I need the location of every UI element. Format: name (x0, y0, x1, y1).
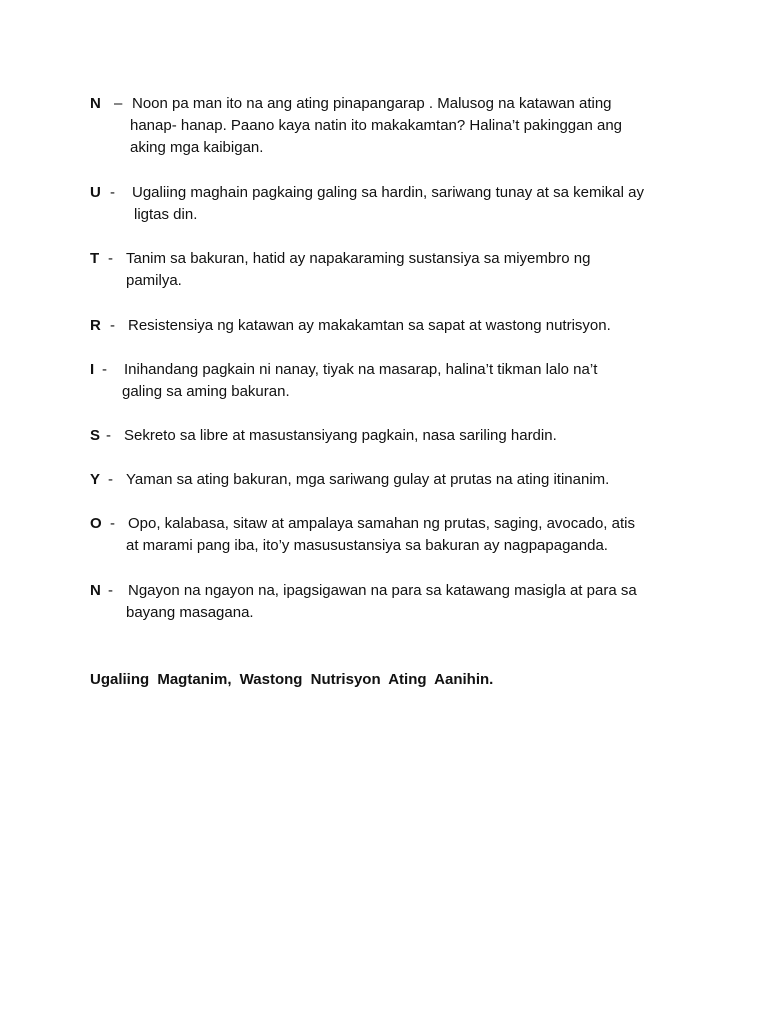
separator: - (108, 250, 113, 267)
acrostic-entry-t (90, 248, 690, 292)
separator: - (110, 184, 115, 201)
entry-line-2 (90, 115, 690, 137)
entry-line-1 (90, 513, 690, 535)
acrostic-entry-o (90, 513, 690, 557)
acrostic-letter: Y (90, 471, 101, 488)
separator: - (110, 317, 115, 334)
entry-line-1 (90, 580, 690, 602)
entry-text: hanap- hanap. Paano kaya natin ito makakamtan? Halina’t pakinggan ang (130, 117, 623, 134)
entry-text: galing sa aming bakuran. (122, 383, 290, 400)
entry-line-2 (90, 602, 690, 624)
acrostic-letter: U (90, 184, 101, 201)
acrostic-letter: I (90, 361, 95, 378)
entry-line-1 (90, 315, 690, 337)
entry-line-2 (90, 535, 690, 557)
acrostic-entry-n2 (90, 580, 690, 624)
entry-text: Inihandang pagkain ni nanay, tiyak na masarap, halina’t tikman lalo na’t (124, 361, 598, 378)
closing-slogan: Ugaliing Magtanim, Wastong Nutrisyon Ating Aanihin. (90, 671, 494, 688)
entry-text: Ugaliing maghain pagkaing galing sa hardin, sariwang tunay at sa kemikal ay (132, 184, 644, 201)
entry-text: bayang masagana. (126, 604, 254, 621)
separator: – (114, 95, 123, 112)
acrostic-entry-n1 (90, 93, 690, 159)
entry-line-2 (90, 270, 690, 292)
acrostic-letter: T (90, 250, 100, 267)
entry-text: aking mga kaibigan. (130, 139, 264, 156)
entry-text: Noon pa man ito na ang ating pinapangarap . Malusog na katawan ating (132, 95, 612, 112)
entry-line-1 (90, 359, 690, 381)
acrostic-entry-i (90, 359, 690, 403)
acrostic-letter: N (90, 582, 101, 599)
entry-text: ligtas din. (134, 206, 198, 223)
entry-line-1 (90, 182, 690, 204)
separator: - (106, 427, 111, 444)
acrostic-letter: S (90, 427, 101, 444)
separator: - (102, 361, 107, 378)
entry-text: pamilya. (126, 272, 182, 289)
entry-line-1 (90, 93, 690, 115)
separator: - (108, 471, 113, 488)
acrostic-letter: N (90, 95, 101, 112)
separator: - (108, 582, 113, 599)
entry-text: Ngayon na ngayon na, ipagsigawan na para sa katawang masigla at para sa (128, 582, 637, 599)
entry-line-2 (90, 381, 690, 403)
entry-text: Resistensiya ng katawan ay makakamtan sa sapat at wastong nutrisyon. (128, 317, 611, 334)
entry-line-2 (90, 204, 690, 226)
separator: - (110, 515, 115, 532)
entry-line-1 (90, 469, 690, 491)
acrostic-entry-s (90, 425, 690, 447)
entry-line-1 (90, 425, 690, 447)
entry-text: Opo, kalabasa, sitaw at ampalaya samahan ng prutas, saging, avocado, atis (128, 515, 635, 532)
entry-text: Tanim sa bakuran, hatid ay napakaraming sustansiya sa miyembro ng (126, 250, 591, 267)
acrostic-entry-u (90, 182, 690, 226)
acrostic-entry-y (90, 469, 690, 491)
entry-text: Sekreto sa libre at masustansiyang pagkain, nasa sariling hardin. (124, 427, 557, 444)
entry-text: at marami pang iba, ito’y masusustansiya sa bakuran ay nagpapaganda. (126, 537, 608, 554)
acrostic-letter: R (90, 317, 101, 334)
entry-line-1 (90, 248, 690, 270)
acrostic-letter: O (90, 515, 102, 532)
entry-text: Yaman sa ating bakuran, mga sariwang gulay at prutas na ating itinanim. (126, 471, 610, 488)
entry-line-3 (90, 137, 690, 159)
acrostic-entry-r (90, 315, 690, 337)
